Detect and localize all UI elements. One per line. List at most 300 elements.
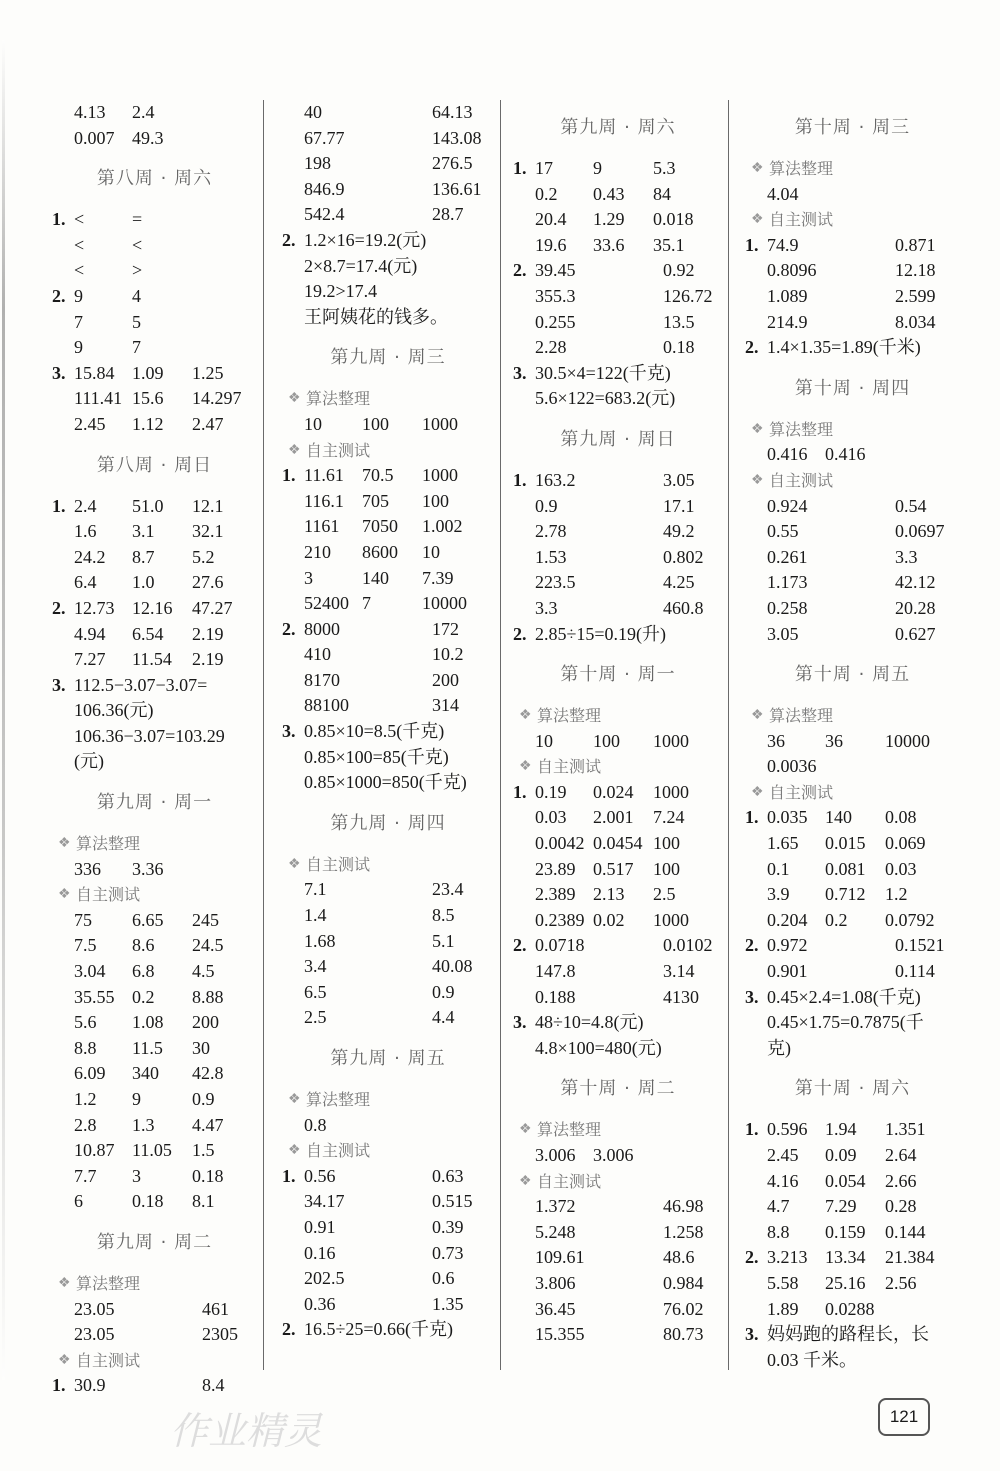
subsection-text: 自主测试 [306,854,371,874]
answer-value: 39.45 [535,260,576,281]
answer-value: 3.806 [535,1272,576,1293]
answer-value: 3.05 [663,469,695,490]
answer-value: 4.16 [767,1170,799,1191]
answer-value: 143.08 [432,127,482,148]
answer-line [513,596,723,622]
answer-value: 0.03 [885,858,917,879]
question-number: 3. [745,986,759,1007]
answer-value: 0.18 [663,337,695,358]
diamond-icon: ❖ [58,836,71,852]
section-heading: 第十周 · 周一 [560,664,676,686]
answer-line [513,386,723,412]
question-number: 2. [745,935,759,956]
answer-value: 0.18 [132,1191,164,1212]
answer-value: 0.054 [825,1170,866,1191]
answer-line [52,908,257,934]
answer-value: 23.89 [535,858,576,879]
answer-value: 7.1 [304,879,327,900]
subsection-text: 算法整理 [76,834,141,854]
answer-value: 4.7 [767,1196,790,1217]
answer-value: 51.0 [132,495,164,516]
subsection-text: 自主测试 [306,440,371,460]
answer-value: 19.6 [535,234,567,255]
answer-value: 4.47 [192,1114,224,1135]
answer-value: 7.24 [653,807,685,828]
answer-value: 30 [192,1037,210,1058]
answer-value: 8.6 [132,935,155,956]
answer-text: 30.5×4=122(千克) [535,362,671,383]
answer-value: 74.9 [767,234,799,255]
answer-line [513,729,723,755]
answer-value: 4130 [663,986,699,1007]
subsection-label [282,1138,494,1164]
answer-line [745,959,960,985]
answer-line [513,545,723,571]
answer-line [513,284,723,310]
subsection-text: 算法整理 [769,159,834,178]
answer-line [745,985,960,1011]
answer-value: 1.53 [535,546,567,567]
diamond-icon: ❖ [519,708,532,724]
answer-line [745,1117,960,1143]
answer-value: 2.13 [593,884,625,905]
answer-value: 75 [74,909,92,930]
answer-line [513,182,723,208]
answer-value: 0.09 [825,1145,857,1165]
answer-value: < [74,234,85,255]
answer-line [745,233,960,259]
answer-value: 0.8096 [767,260,817,281]
answer-value: 2.56 [885,1272,917,1293]
answer-value: 9 [132,1089,141,1109]
answer-value: 7.5 [74,935,97,956]
answer-value: = [132,209,143,230]
answer-value: 542.4 [304,204,345,225]
answer-line [745,570,960,596]
subsection-label [282,438,494,464]
answer-value: 3.006 [535,1145,576,1165]
answer-value: 2.47 [192,413,224,434]
answer-line [282,177,494,203]
answer-value: 355.3 [535,285,576,306]
answer-value: 24.5 [192,935,224,956]
answer-value: 460.8 [663,597,704,618]
answer-value: 8000 [304,618,340,639]
answer-value: 11.54 [132,649,172,670]
answer-value: 8.034 [895,311,936,332]
answer-line [52,959,257,985]
answer-line [513,258,723,284]
answer-value: 6.4 [74,572,97,593]
answer-text: 4.8×100=480(元) [535,1037,662,1058]
question-number: 3. [282,721,296,742]
answer-value: 7.27 [74,649,106,670]
answer-value: 49.2 [663,521,695,542]
answer-value: 1.173 [767,572,808,593]
answer-line [52,622,257,648]
question-number: 1. [282,1165,296,1186]
answer-value: 0.261 [767,546,808,567]
answer-text: 克) [767,1037,791,1058]
answer-value: 0.984 [663,1272,704,1293]
answer-line [52,857,257,883]
answer-text: 0.03 千米。 [767,1349,857,1370]
answer-value: 0.416 [825,444,866,465]
answer-line [745,258,960,284]
section-heading: 第十周 · 周五 [794,664,911,686]
answer-line [513,1194,723,1220]
question-number: 2. [282,1319,296,1340]
answer-text: 0.85×1000=850(千克) [304,772,467,793]
answer-value: 2.8 [74,1114,97,1135]
question-number: 2. [745,337,759,358]
answer-value: 147.8 [535,961,576,982]
answer-text: 48÷10=4.8(元) [535,1012,644,1033]
answer-value: 2.28 [535,337,567,358]
answer-value: 0.144 [885,1221,926,1242]
answer-value: 1.3 [132,1114,155,1135]
diamond-icon: ❖ [288,1143,301,1159]
answer-line [282,305,494,331]
answer-line [513,959,723,985]
answer-value: 3.213 [767,1247,808,1268]
answer-value: 4.13 [74,102,106,122]
question-number: 1. [52,1375,66,1396]
answer-line [745,933,960,959]
answer-value: 245 [192,909,219,930]
answer-line [282,1292,494,1318]
answer-value: 5.3 [653,158,676,178]
answer-value: 2.4 [132,102,155,122]
answer-line [52,1322,257,1348]
answer-value: 7 [362,593,371,614]
answer-value: 1161 [304,516,340,537]
answer-value: 2.389 [535,884,576,905]
answer-line [745,857,960,883]
answer-value: 5.248 [535,1221,576,1242]
answer-value: 1.89 [767,1298,799,1319]
answer-line [282,954,494,980]
answer-value: 1000 [653,730,689,751]
answer-value: 6.5 [304,981,327,1002]
section-heading: 第九周 · 周六 [560,117,676,138]
answer-line [282,126,494,152]
diamond-icon: ❖ [288,856,301,872]
answer-value: 6.65 [132,909,164,930]
subsection-label [745,207,960,233]
question-number: 3. [52,362,66,383]
answer-value: 27.6 [192,572,224,593]
answer-line [52,1010,257,1036]
answer-line [745,1194,960,1220]
answer-line [745,754,960,780]
answer-line [52,100,257,126]
subsection-label [513,1117,723,1143]
answer-value: 0.024 [593,781,634,802]
answer-value: 7.29 [825,1196,857,1217]
answer-line [745,519,960,545]
answer-line [282,254,494,280]
answer-value: 7050 [362,516,398,537]
answer-line [745,1297,960,1323]
answer-line [282,929,494,955]
section-heading: 第九周 · 周一 [96,792,213,814]
answer-line [513,468,723,494]
answer-column-3 [513,100,723,1348]
answer-value: 4.5 [192,961,215,982]
answer-value: 12.73 [74,597,115,618]
answer-value: 116.1 [304,490,344,511]
answer-line [52,1113,257,1139]
answer-line [52,310,257,336]
subsection-text: 算法整理 [306,389,371,409]
answer-value: 25.16 [825,1272,866,1293]
answer-value: 111.41 [74,388,123,409]
answer-value: 0.08 [885,807,917,828]
answer-line [282,151,494,177]
question-number: 2. [513,623,527,644]
subsection-label [282,1087,494,1113]
question-number: 1. [745,234,759,255]
answer-value: 3.4 [304,956,327,977]
answer-line [513,780,723,806]
answer-value: 70.5 [362,465,394,486]
answer-value: 0.188 [535,986,576,1007]
answer-value: 11.5 [132,1037,163,1058]
answer-value: 0.36 [304,1293,336,1314]
answer-value: 12.16 [132,597,173,618]
answer-value: 40.08 [432,956,473,977]
diamond-icon: ❖ [751,472,764,488]
answer-value: 3 [132,1165,141,1186]
answer-text: 2×8.7=17.4(元) [304,255,418,276]
answer-line [745,284,960,310]
answer-line [282,202,494,228]
answer-value: 0.0042 [535,833,585,854]
answer-value: 15.84 [74,362,115,383]
question-number: 3. [52,674,66,695]
answer-value: 0.63 [432,1165,464,1186]
subsection-label [745,468,960,494]
answer-line [282,1241,494,1267]
answer-line [282,463,494,489]
answer-value: 2.45 [74,413,106,434]
answer-line [282,617,494,643]
answer-line [52,545,257,571]
answer-line [52,673,257,699]
answer-value: 214.9 [767,311,808,332]
subsection-label [513,754,723,780]
answer-value: 1.09 [132,362,164,383]
diamond-icon: ❖ [751,421,764,437]
answer-text: (元) [74,751,104,772]
answer-value: 0.515 [432,1191,473,1212]
answer-value: 15.6 [132,388,164,409]
answer-line [282,745,494,771]
answer-line [745,442,960,468]
answer-value: 1.258 [663,1221,704,1242]
section-heading: 第九周 · 周二 [96,1231,213,1253]
answer-value: 5.1 [432,930,455,951]
answer-line [282,668,494,694]
answer-value: 202.5 [304,1268,345,1289]
answer-text: 妈妈跑的路程长，长 [767,1324,929,1345]
answer-value: 6.09 [74,1063,106,1084]
answer-line [282,642,494,668]
answer-value: 210 [304,541,331,562]
answer-text: 1.2×16=19.2(元) [304,229,427,250]
answer-line [52,1164,257,1190]
answer-value: 0.73 [432,1242,464,1263]
answer-value: 3.3 [895,546,918,567]
answer-value: 2.19 [192,649,224,670]
answer-value: 2305 [202,1324,238,1345]
answer-value: 100 [653,833,680,854]
answer-line [52,361,257,387]
answer-line [282,514,494,540]
answer-value: 5 [132,311,141,332]
answer-text: 0.8 [304,1114,327,1135]
answer-value: 76.02 [663,1298,704,1319]
answer-value: 0.596 [767,1119,808,1140]
answer-value: 0.0102 [663,935,713,956]
answer-value: 28.7 [432,204,464,225]
answer-value: 14.297 [192,388,242,409]
question-number: 1. [52,209,66,230]
question-number: 1. [282,465,296,486]
subsection-text: 自主测试 [76,1350,141,1370]
answer-line [745,545,960,571]
answer-line [745,494,960,520]
answer-value: 20.28 [895,597,936,618]
answer-value: 0.18 [192,1165,224,1186]
answer-value: 1.2 [74,1089,97,1109]
answer-value: 1.6 [74,521,97,542]
question-number: 3. [513,1012,527,1033]
subsection-text: 算法整理 [537,1120,602,1140]
answer-value: 36.45 [535,1298,576,1319]
answer-value: 47.27 [192,597,233,618]
answer-line [52,749,257,775]
answer-text: 106.36(元) [74,700,154,721]
answer-value: 4.25 [663,572,695,593]
question-number: 3. [745,1324,759,1345]
answer-value: 10.2 [432,644,464,665]
answer-value: 17.1 [663,495,695,516]
answer-value: 23.05 [74,1298,115,1319]
answer-value: 0.0288 [825,1298,875,1319]
answer-line [282,540,494,566]
subsection-text: 自主测试 [537,1171,602,1191]
answer-line [282,1317,494,1343]
answer-value: 198 [304,153,331,174]
answer-line [513,622,723,648]
answer-value: 49.3 [132,127,164,148]
answer-value: 8.88 [192,986,224,1007]
answer-value: 0.2 [535,183,558,204]
subsection-label [513,703,723,729]
answer-line [282,1266,494,1292]
answer-value: 2.66 [885,1170,917,1191]
question-number: 2. [282,229,296,250]
answer-value: 2.64 [885,1145,917,1165]
answer-value: 15.355 [535,1324,585,1345]
answer-line [52,1189,257,1215]
diamond-icon: ❖ [58,1352,71,1368]
answer-value: 8600 [362,541,398,562]
answer-line [513,494,723,520]
answer-line [52,258,257,284]
subsection-text: 自主测试 [769,210,834,230]
answer-line [513,335,723,361]
answer-value: 1.372 [535,1196,576,1217]
binding-edge [2,40,5,1380]
section-heading: 第十周 · 周三 [794,117,911,138]
answer-text: 2.85÷15=0.19(升) [535,623,667,644]
answer-value: 21.384 [885,1247,935,1268]
answer-value: 5.2 [192,546,215,567]
subsection-label [745,417,960,443]
subsection-text: 自主测试 [306,1141,371,1161]
subsection-label [52,831,257,857]
answer-value: 1.25 [192,362,224,383]
answer-column-4 [745,100,960,1373]
answer-line [745,1143,960,1169]
section-heading: 第九周 · 周五 [330,1048,446,1069]
answer-line [513,361,723,387]
answer-line [513,1322,723,1348]
answer-value: 0.802 [663,546,704,567]
answer-value: 3.1 [132,521,155,542]
answer-value: 0.1521 [895,935,945,956]
question-number: 2. [745,1247,759,1268]
answer-value: 163.2 [535,469,576,490]
answer-line [745,729,960,755]
answer-value: 0.035 [767,807,808,828]
answer-value: 2.001 [593,807,634,828]
answer-line [52,698,257,724]
answer-line [513,310,723,336]
answer-value: 10.87 [74,1140,115,1161]
answer-value: 1.08 [132,1012,164,1033]
answer-text: 106.36−3.07=103.29 [74,725,225,746]
answer-value: 0.54 [895,495,927,516]
answer-value: 12.18 [895,260,936,281]
answer-value: 42.8 [192,1063,224,1084]
answer-line [282,1113,494,1139]
answer-value: 0.0718 [535,935,585,956]
answer-value: 3.9 [767,884,790,905]
answer-value: 35.55 [74,986,115,1007]
subsection-label [745,703,960,729]
answer-value: 4 [132,285,141,306]
answer-line [745,882,960,908]
answer-value: < [132,234,143,255]
subsection-text: 自主测试 [769,782,834,802]
answer-value: 1.5 [192,1140,215,1161]
subsection-label [745,780,960,806]
answer-line [282,903,494,929]
answer-column-1 [52,100,257,1399]
answer-value: 0.258 [767,597,808,618]
answer-value: 0.924 [767,495,808,516]
answer-text: 16.5÷25=0.66(千克) [304,1319,454,1340]
answer-value: 314 [432,695,459,716]
answer-value: 0.0454 [593,833,643,854]
section-heading: 第十周 · 周四 [794,377,911,399]
answer-value: 3.36 [132,858,164,879]
answer-value: 11.61 [304,465,344,486]
